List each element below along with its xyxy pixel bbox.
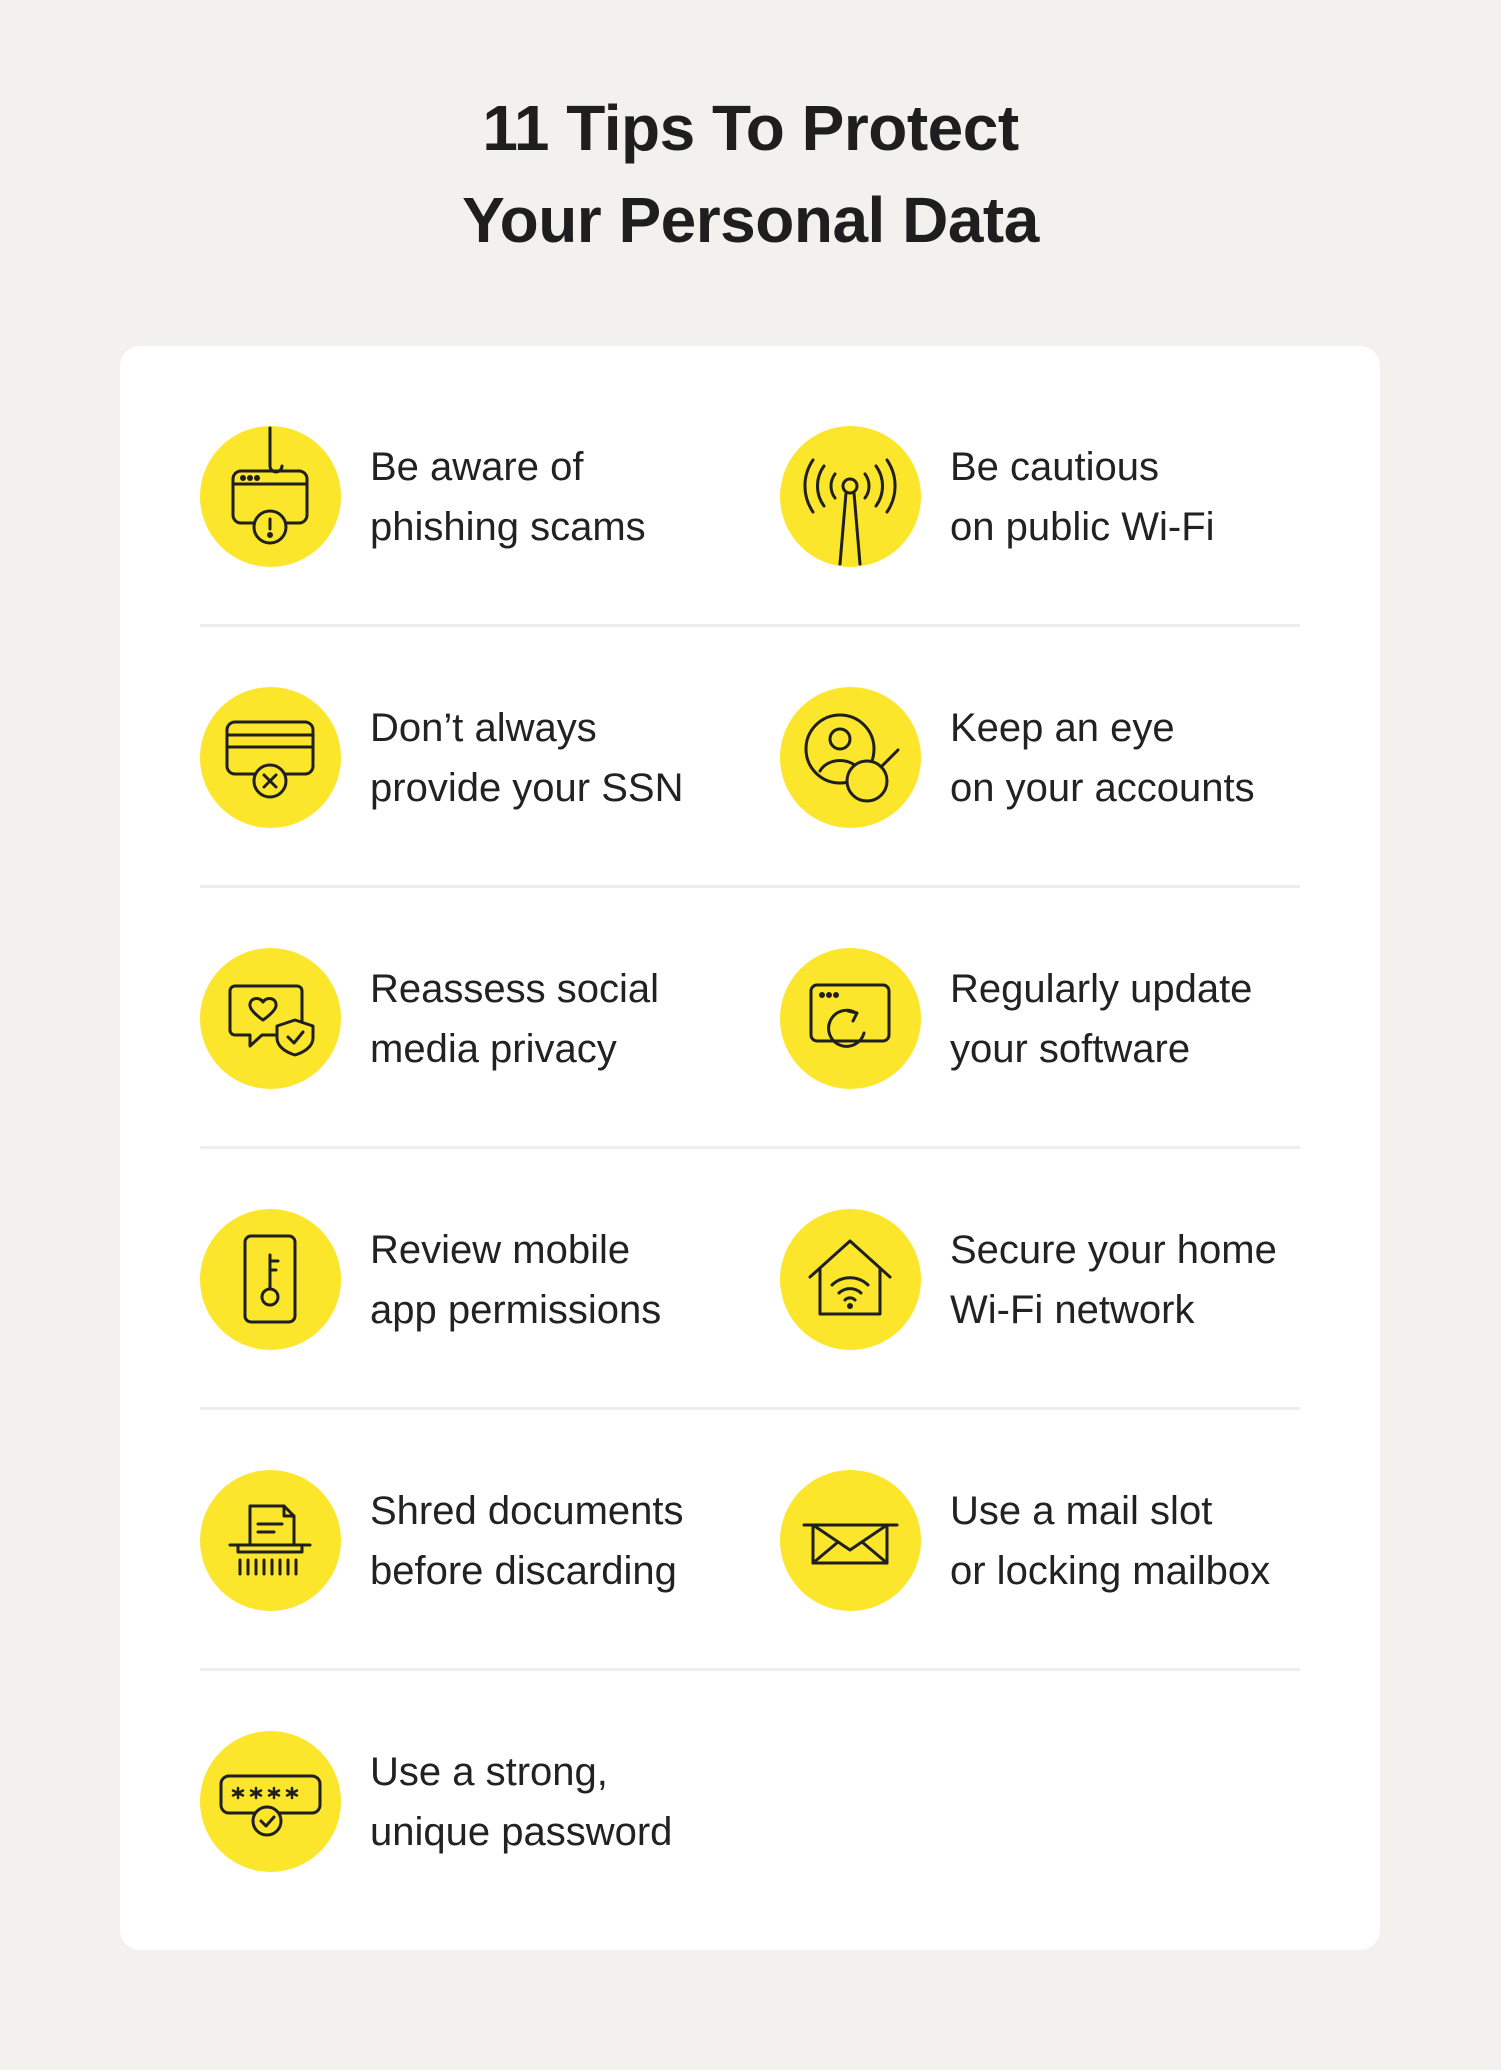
divider: [200, 1668, 1300, 1671]
tip-social-media: [200, 948, 659, 1089]
tip-label-line1: Be cautious: [950, 444, 1160, 489]
tip-software-update: [780, 948, 1252, 1089]
title-line-1: 11 Tips To Protect: [482, 92, 1019, 164]
tip-label-line2: your software: [950, 1026, 1191, 1071]
account-monitor-icon: [780, 687, 921, 828]
card-cancel-icon: [200, 687, 341, 828]
tip-label-line2: on public Wi-Fi: [950, 504, 1215, 549]
tip-mailbox: [780, 1470, 1270, 1611]
home-wifi-icon: [780, 1209, 921, 1350]
tip-label-line2: phishing scams: [370, 504, 646, 549]
tip-label-line2: before discarding: [370, 1548, 677, 1593]
tip-label-line1: Review mobile: [370, 1227, 631, 1272]
divider: [200, 624, 1300, 627]
title-line-2: Your Personal Data: [462, 184, 1039, 256]
wifi-antenna-icon: [780, 426, 921, 567]
tip-ssn: [200, 687, 683, 828]
tip-password: [200, 1731, 672, 1872]
tip-label-line1: Use a strong,: [370, 1749, 608, 1794]
tip-label-line1: Shred documents: [370, 1488, 684, 1533]
divider: [200, 1407, 1300, 1410]
tip-label-line1: Be aware of: [370, 444, 584, 489]
tip-label-line2: provide your SSN: [370, 765, 684, 810]
social-privacy-icon: [200, 948, 341, 1089]
software-update-icon: [780, 948, 921, 1089]
page-title: [0, 82, 1501, 266]
shredder-icon: [200, 1470, 341, 1611]
tip-phishing: [200, 426, 646, 567]
divider: [200, 1146, 1300, 1149]
mail-slot-icon: [780, 1470, 921, 1611]
tip-public-wifi: [780, 426, 1215, 567]
tip-label-line2: on your accounts: [950, 765, 1255, 810]
tip-home-wifi: [780, 1209, 1277, 1350]
phishing-hook-icon: [200, 426, 341, 567]
password-icon: [200, 1731, 341, 1872]
tip-label-line1: Don’t always: [370, 705, 597, 750]
tip-label-line2: app permissions: [370, 1287, 662, 1332]
tip-app-permissions: [200, 1209, 661, 1350]
mobile-key-icon: [200, 1209, 341, 1350]
tip-label-line1: Reassess social: [370, 966, 660, 1011]
tip-label-line2: unique password: [370, 1809, 673, 1854]
tip-label-line2: or locking mailbox: [950, 1548, 1271, 1593]
tip-label-line1: Use a mail slot: [950, 1488, 1213, 1533]
tip-accounts: [780, 687, 1255, 828]
tip-label-line2: media privacy: [370, 1026, 617, 1071]
tip-label-line1: Keep an eye: [950, 705, 1175, 750]
divider: [200, 885, 1300, 888]
tip-shred: [200, 1470, 684, 1611]
tips-card: [120, 346, 1380, 1950]
tip-label-line1: Regularly update: [950, 966, 1253, 1011]
tip-label-line2: Wi-Fi network: [950, 1287, 1195, 1332]
tip-label-line1: Secure your home: [950, 1227, 1277, 1272]
